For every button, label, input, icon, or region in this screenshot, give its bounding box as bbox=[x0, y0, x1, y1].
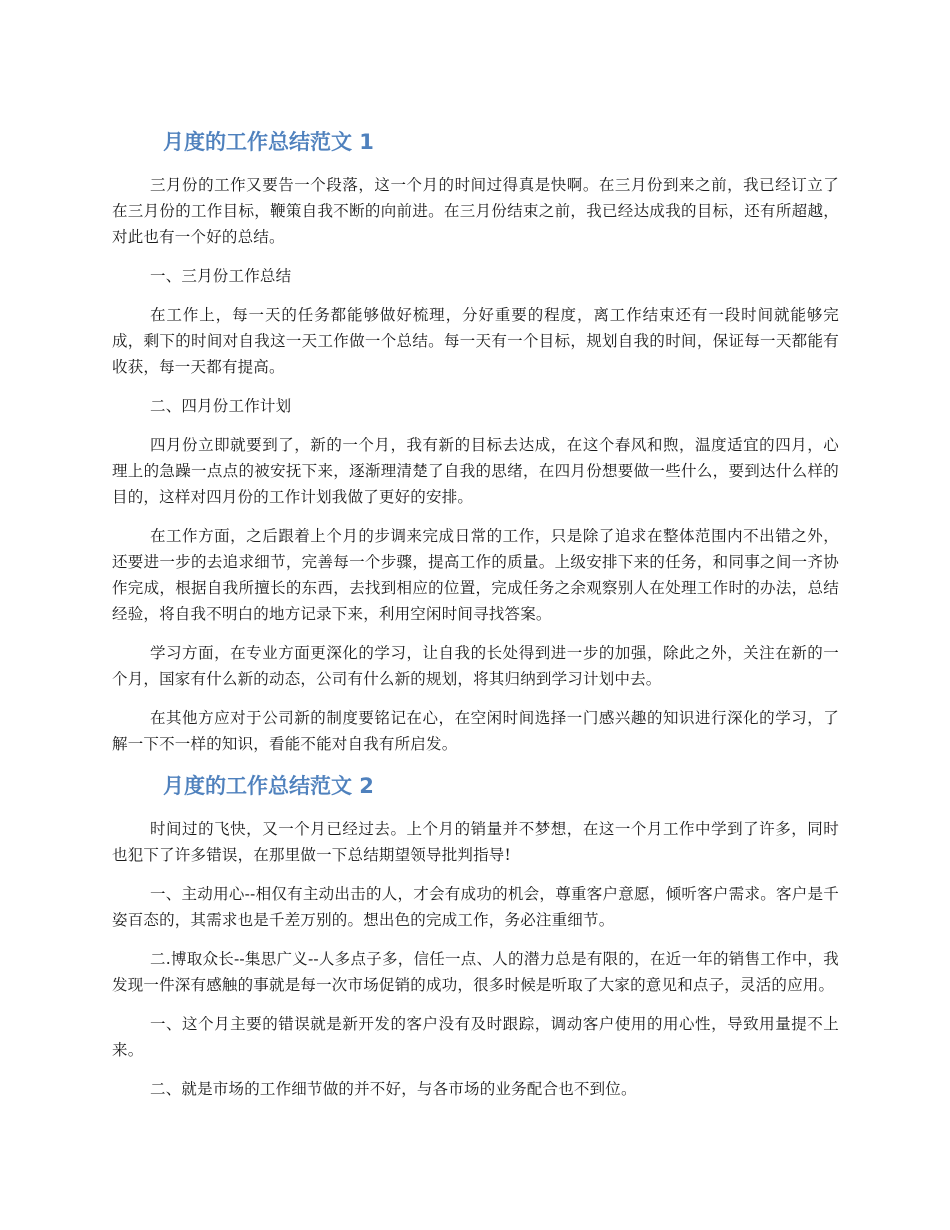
paragraph: 在工作方面，之后跟着上个月的步调来完成日常的工作，只是除了追求在整体范围内不出错之外，还要进一步的去追求细节，完善每一个步骤，提高工作的质量。上级安排下来的任务，和同事之间一齐协作完成，根据自我所擅长的东西，去找到相应的位置，完成任务之余观察别人在处理工作时的办法，总结经验，将自我不明白的地方记录下来，利用空闲时间寻找答案。 bbox=[112, 527, 839, 623]
paragraph: 一、主动用心--相仅有主动出击的人，才会有成功的机会，尊重客户意愿，倾听客户需求。客户是千姿百态的，其需求也是千差万别的。想出色的完成工作，务必注重细节。 bbox=[112, 885, 839, 929]
paragraph: 三月份的工作又要告一个段落，这一个月的时间过得真是快啊。在三月份到来之前，我已经订立了在三月份的工作目标，鞭策自我不断的向前进。在三月份结束之前，我已经达成我的目标，还有所超越，对此也有一个好的总结。 bbox=[112, 176, 839, 246]
paragraph: 时间过的飞快，又一个月已经过去。上个月的销量并不梦想，在这一个月工作中学到了许多，同时也犯下了许多错误，在那里做一下总结期望领导批判指导! bbox=[112, 820, 839, 864]
paragraph: 一、这个月主要的错误就是新开发的客户没有及时跟踪，调动客户使用的用心性，导致用量提不上来。 bbox=[112, 1015, 839, 1059]
subheading: 二、四月份工作计划 bbox=[150, 397, 292, 415]
subheading: 一、三月份工作总结 bbox=[150, 267, 292, 285]
document-page bbox=[112, 126, 839, 1115]
paragraph: 二.博取众长--集思广义--人多点子多，信任一点、人的潜力总是有限的，在近一年的销售工作中，我发现一件深有感触的事就是每一次市场促销的成功，很多时候是听取了大家的意见和点子，灵活的应用。 bbox=[112, 950, 839, 994]
paragraph: 二、就是市场的工作细节做的并不好，与各市场的业务配合也不到位。 bbox=[150, 1080, 637, 1098]
section-title: 月度的工作总结范文 2 bbox=[163, 774, 374, 798]
section-title: 月度的工作总结范文 1 bbox=[163, 130, 374, 154]
paragraph: 四月份立即就要到了，新的一个月，我有新的目标去达成，在这个春风和煦，温度适宜的四月，心理上的急躁一点点的被安抚下来，逐渐理清楚了自我的思绪，在四月份想要做一些什么，要到达什么样的目的，这样对四月份的工作计划我做了更好的安排。 bbox=[112, 436, 839, 506]
paragraph: 在其他方应对于公司新的制度要铭记在心，在空闲时间选择一门感兴趣的知识进行深化的学习，了解一下不一样的知识，看能不能对自我有所启发。 bbox=[112, 709, 839, 753]
paragraph: 在工作上，每一天的任务都能够做好梳理，分好重要的程度，离工作结束还有一段时间就能够完成，剩下的时间对自我这一天工作做一个总结。每一天有一个目标，规划自我的时间，保证每一天都能有收获，每一天都有提高。 bbox=[112, 306, 839, 376]
paragraph: 学习方面，在专业方面更深化的学习，让自我的长处得到进一步的加强，除此之外，关注在新的一个月，国家有什么新的动态，公司有什么新的规划，将其归纳到学习计划中去。 bbox=[112, 644, 839, 688]
